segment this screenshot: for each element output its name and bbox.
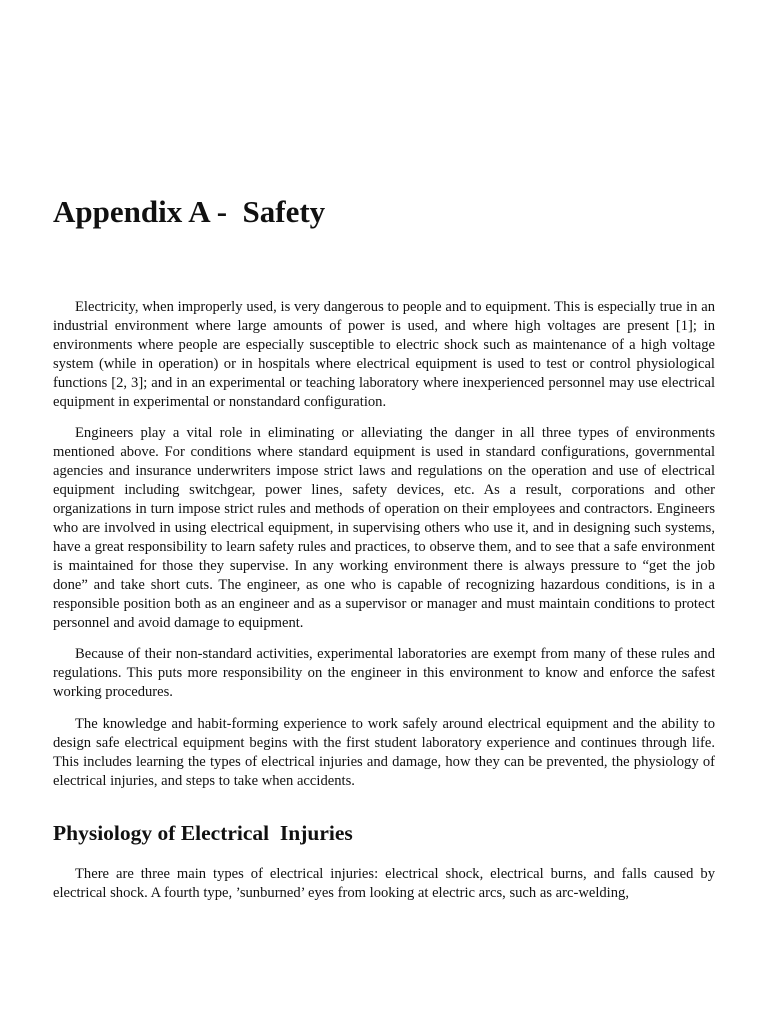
paragraph-engineers-role: Engineers play a vital role in eliminating or alleviating the danger in all three types of environments mentioned above. For conditions where standard equipment is used in standard configurations, governmental agencies and insurance underwriters impose strict laws and regulations on the operation and use of electrical equipment including switchgear, power lines, safety devices, etc. As a result, corporations and other organizations in turn impose strict rules and methods of operation on their employees and contractors. Engineers who are involved in using electrical equipment, in supervising others who use it, and in designing such systems, have a great responsibility to learn safety rules and practices, to observe them, and to see that a safe environment is maintained for those they supervise. In any working environment there is always pressure to “get the job done” and take short cuts. The engineer, as one who is capable of recognizing hazardous conditions, is in a responsible position both as an engineer and as a supervisor or manager and must maintain conditions to protect personnel and avoid damage to equipment. (53, 425, 715, 631)
paragraph-electricity-dangers: Electricity, when improperly used, is very dangerous to people and to equipment. This is especially true in an industrial environment where large amounts of power is used, and where high voltages are present [1]; in environments where people are especially susceptible to electric shock such as maintenance of a high voltage system (while in operation) or in hospitals where electrical equipment is used to test or control physiological functions [2, 3]; and in an experimental or teaching laboratory where inexperienced personnel may use electrical equipment in experimental or nonstandard configuration. (53, 299, 715, 410)
paragraph-laboratories: Because of their non-standard activities, experimental laboratories are exempt from many of these rules and regulations. This puts more responsibility on the engineer in this environment to know and enforce the safest working procedures. (53, 646, 715, 701)
section-title: Physiology of Electrical Injuries (53, 820, 353, 845)
paragraph-injury-types: There are three main types of electrical injuries: electrical shock, electrical burns, and falls caused by electrical shock. A fourth type, ’sunburned’ eyes from looking at electric arcs, such as arc-welding, (53, 865, 715, 901)
appendix-title: Appendix A - Safety (53, 194, 326, 229)
body-text (53, 298, 715, 916)
paragraph-knowledge: The knowledge and habit-forming experience to work safely around electrical equipment and the ability to design safe electrical equipment begins with the first student laboratory experience and continues through life. This includes learning the types of electrical injuries and damage, how they can be prevented, the physiology of electrical injuries, and steps to take when accidents. (53, 716, 715, 789)
